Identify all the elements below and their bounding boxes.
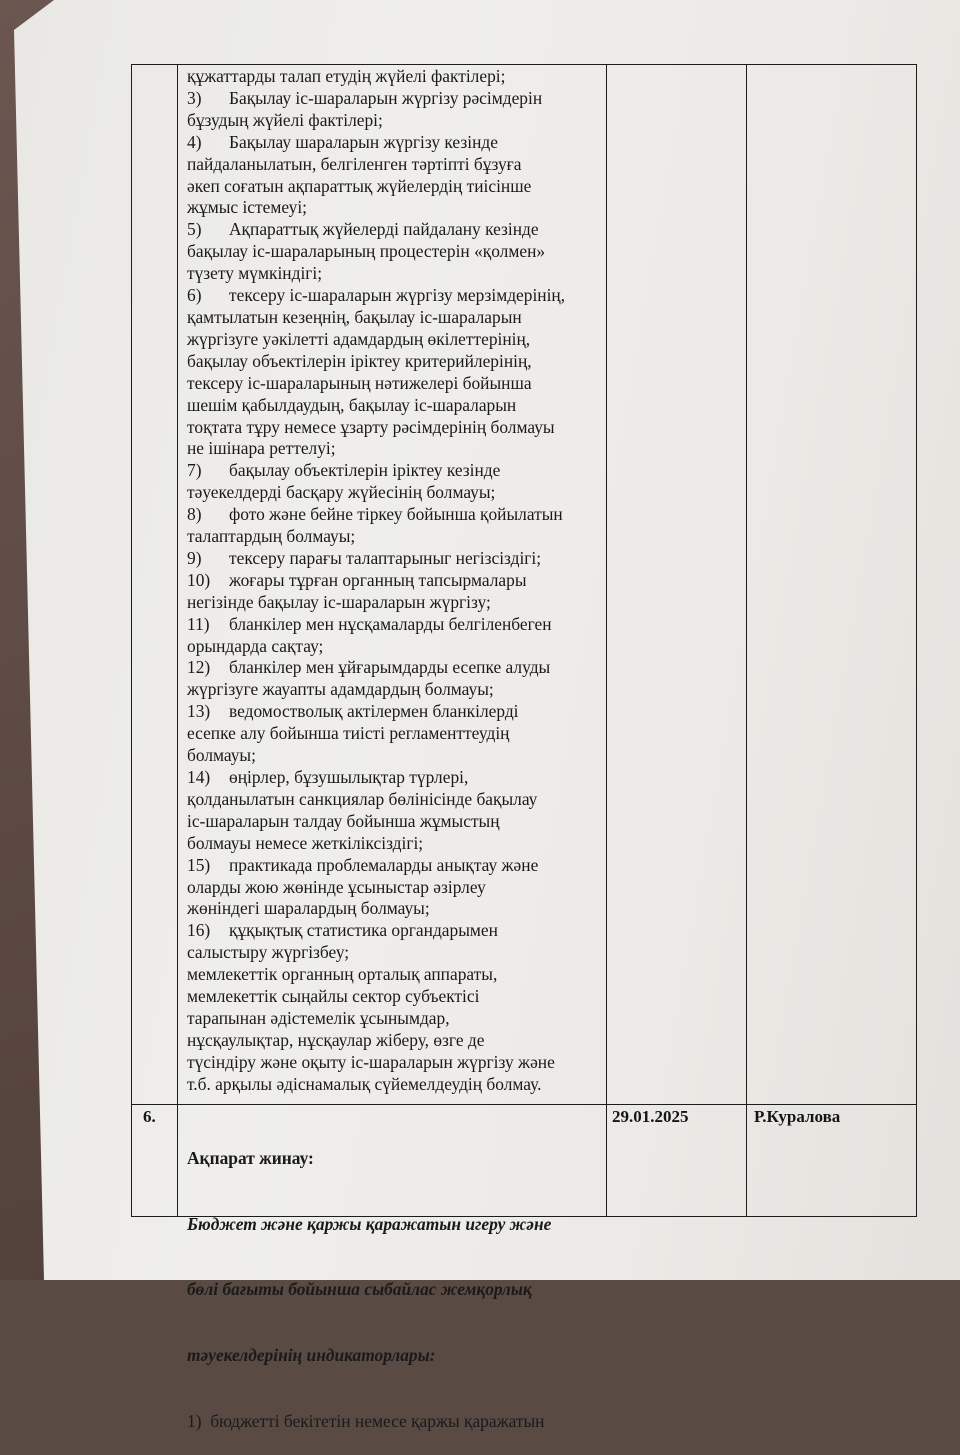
content-line [187, 833, 565, 855]
item-text: Бақылау іс-шараларын жүргізу рәсімдерін [229, 87, 543, 108]
item-number: 14) [187, 767, 211, 787]
content-line [187, 679, 565, 701]
item-text: тәуекелдерді басқару жүйесінің болмауы; [187, 482, 496, 503]
content-line [187, 504, 565, 526]
item-text: құжаттарды талап етудің жүйелі фактілері; [187, 66, 506, 86]
item-text: т.б. арқылы әдіснамалық сүйемелдеудің болмау. [187, 1073, 542, 1094]
item-text: бланкілер мен ұйғарымдарды есепке алуды [229, 657, 551, 678]
content-line [187, 373, 565, 395]
content-line [187, 263, 565, 285]
item-text: мемлекеттік сыңайлы сектор субъектісі [187, 986, 480, 1007]
content-line [187, 1052, 565, 1074]
item-text: қолданылатын санкциялар бөлінісінде бақылау [187, 788, 538, 809]
item-number: 10) [187, 569, 211, 590]
item-text: бақылау объектілерін іріктеу кезінде [229, 460, 501, 481]
item-text: орындарда сақтау; [187, 635, 324, 656]
content-line [187, 614, 565, 636]
item-text: Бақылау шараларын жүргізу кезінде [229, 131, 498, 152]
item-number: 7) [187, 460, 202, 481]
content-line [187, 110, 565, 132]
content-line [187, 745, 565, 767]
content-line [187, 88, 565, 110]
content-line [187, 132, 565, 154]
content-line [187, 351, 565, 373]
item-text: бланкілер мен нұсқамаларды белгіленбеген [229, 613, 552, 634]
item-text: іс-шараларын талдау бойынша жұмыстың [187, 810, 500, 831]
content-line [187, 767, 565, 789]
item-text: бұзудың жүйелі фактілері; [187, 109, 383, 130]
item-text: салыстыру жүргізбеу; [187, 942, 350, 963]
item-text: практикада проблемаларды анықтау және [229, 854, 539, 875]
content-line [187, 526, 565, 548]
item-text: бюджетті бекітетін немесе қаржы қаражатын [210, 1410, 545, 1431]
item-text: тексеру іс-шараларын жүргізу мерзімдерінің, [229, 285, 566, 306]
item-number: 11) [187, 613, 210, 634]
content-line [187, 1030, 565, 1052]
item-text: фото және бейне тіркеу бойынша қойылатын [229, 504, 563, 525]
item-text: жұмыс істемеуі; [187, 197, 307, 218]
item-text: өңірлер, бұзушылықтар түрлері, [229, 767, 469, 787]
content-line [187, 176, 565, 198]
item-text: бақылау іс-шараларының процестерін «қолмен» [187, 241, 546, 262]
item-text: негізінде бақылау іс-шараларын жүргізу; [187, 591, 491, 612]
row-1-content [187, 66, 565, 1096]
content-line [187, 942, 565, 964]
content-line [187, 920, 565, 942]
content-line [187, 1008, 565, 1030]
content-line [187, 898, 565, 920]
content-line [187, 329, 565, 351]
column-divider-date [746, 65, 747, 1216]
column-divider-number [177, 65, 178, 1216]
content-line [187, 1074, 565, 1096]
item-text: нұсқаулықтар, нұсқаулар жіберу, өзге де [187, 1029, 485, 1050]
content-line [187, 460, 565, 482]
item-number: 16) [187, 920, 211, 941]
item-text: пайдаланылатын, белгіленген тәртіпті бұзуға [187, 153, 522, 174]
content-line [187, 66, 565, 88]
content-line [187, 723, 565, 745]
row-2-heading: Ақпарат жинау: [187, 1147, 314, 1168]
item-text: тоқтата тұру немесе ұзарту рәсімдерінің болмауы [187, 416, 555, 437]
item-text: құқықтық статистика органдарымен [229, 920, 498, 941]
item-text: түзету мүмкіндігі; [187, 263, 323, 284]
item-text: әкеп соғатын ақпараттық жүйелердің тиісінше [187, 175, 532, 196]
item-number: 12) [187, 657, 211, 678]
item-text: мемлекеттік органның орталық аппараты, [187, 964, 498, 985]
content-line [187, 285, 565, 307]
content-line [187, 877, 565, 899]
item-number: 4) [187, 131, 202, 152]
item-text: бақылау объектілерін іріктеу критерийлерінің, [187, 350, 532, 371]
item-text: талаптардың болмауы; [187, 526, 356, 547]
item-number: 13) [187, 701, 211, 722]
row-2-subheading-line: тәуекелдерінің индикаторлары: [187, 1344, 436, 1365]
content-line [187, 154, 565, 176]
content-line [187, 657, 565, 679]
content-line [187, 197, 565, 219]
column-divider-content [606, 65, 607, 1216]
row-2-first-item [187, 1411, 551, 1433]
item-number: 6) [187, 285, 202, 306]
item-text: қамтылатын кезеңнің, бақылау іс-шараларын [187, 306, 522, 327]
content-line [187, 482, 565, 504]
row-2-number: 6. [143, 1107, 156, 1126]
content-line [187, 811, 565, 833]
item-text: болмауы немесе жеткіліксіздігі; [187, 832, 424, 853]
content-line [187, 570, 565, 592]
content-line [187, 307, 565, 329]
item-number: 3) [187, 87, 202, 108]
content-line [187, 986, 565, 1008]
content-line [187, 219, 565, 241]
row-2-subheading-line: бөлі бағыты бойынша сыбайлас жемқорлық [187, 1279, 532, 1300]
item-number: 5) [187, 219, 202, 240]
content-line [187, 964, 565, 986]
item-text: Ақпараттық жүйелерді пайдалану кезінде [229, 219, 539, 240]
item-number: 8) [187, 504, 202, 525]
content-line [187, 592, 565, 614]
item-text: ведомостволық актілермен бланкілерді [229, 701, 519, 722]
item-text: оларды жою жөнінде ұсыныстар әзірлеу [187, 876, 486, 897]
item-text: жоғары тұрған органның тапсырмалары [229, 569, 527, 590]
item-text: болмауы; [187, 745, 256, 766]
row-2-subheading-line: Бюджет және қаржы қаражатын игеру және [187, 1213, 552, 1234]
item-number: 15) [187, 854, 211, 875]
content-line [187, 438, 565, 460]
item-text: тарапынан әдістемелік ұсынымдар, [187, 1007, 450, 1028]
item-number: 9) [187, 547, 202, 568]
content-line [187, 548, 565, 570]
item-text: есепке алу бойынша тиісті регламенттеудің [187, 723, 510, 744]
item-text: тексеру іс-шараларының нәтижелері бойынша [187, 372, 532, 393]
item-text: жөніндегі шаралардың болмауы; [187, 898, 430, 919]
row-2-person: Р.Куралова [754, 1107, 841, 1126]
content-line [187, 241, 565, 263]
item-text: не ішінара реттелуі; [187, 438, 336, 459]
content-line [187, 395, 565, 417]
item-text: түсіндіру және оқыту іс-шараларын жүргізу және [187, 1051, 555, 1072]
item-text: шешім қабылдаудың, бақылау іс-шараларын [187, 394, 517, 415]
row-2-date: 29.01.2025 [612, 1107, 689, 1126]
item-text: жүргізуге уәкілетті адамдардың өкілеттерінің, [187, 328, 531, 349]
content-line [187, 636, 565, 658]
row-2-content [187, 1104, 551, 1455]
content-line [187, 701, 565, 723]
item-text: тексеру парағы талаптарыныг негізсіздігі; [229, 547, 542, 568]
content-line [187, 855, 565, 877]
item-number: 1) [187, 1410, 202, 1431]
content-line [187, 417, 565, 439]
content-line [187, 789, 565, 811]
item-text: жүргізуге жауапты адамдардың болмауы; [187, 679, 494, 700]
